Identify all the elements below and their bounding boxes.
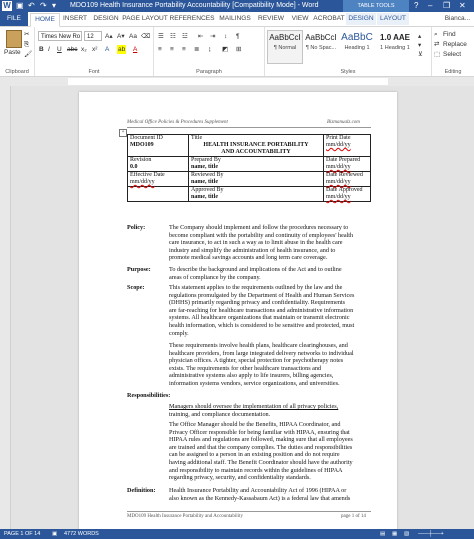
- user-account[interactable]: Bianca...: [444, 15, 470, 22]
- zoom-slider[interactable]: –──┼──+: [418, 531, 444, 537]
- ribbon: [0, 27, 474, 77]
- page-footer-left: MDO109 Health Insurance Portability and Accountability: [127, 514, 243, 519]
- scope2-line: information systems vendors, service organizations, and universities.: [169, 379, 340, 387]
- cut-icon[interactable]: ✂: [24, 31, 30, 38]
- style-normal-name: ¶ Normal: [273, 45, 297, 51]
- style-numbered-heading-name: 1 Heading 1: [380, 45, 410, 51]
- date-approved-value: mm/dd/yy: [326, 194, 351, 200]
- tab-table-design[interactable]: DESIGN: [346, 13, 376, 25]
- tab-design[interactable]: DESIGN: [93, 15, 119, 22]
- bullets-icon[interactable]: ☰: [158, 33, 164, 40]
- document-page[interactable]: [79, 92, 397, 529]
- ruler-text-area: [68, 78, 388, 85]
- scope2-line: physician offices. A tighter, special protection for psychotherapy notes: [169, 357, 344, 365]
- date-prepared-label: Date Prepared: [326, 157, 361, 163]
- group-label-editing: Editing: [444, 69, 462, 75]
- print-date-value: mm/dd/yy: [326, 142, 351, 148]
- save-icon[interactable]: ▣: [16, 1, 24, 10]
- italic-button[interactable]: I: [48, 46, 50, 53]
- resp2-line: and responsibility to maintain records within the guidelines of HIPAA: [169, 466, 343, 474]
- resp2-line: The Office Manager should be the Benefits, HIPAA Coordinator, and: [169, 421, 341, 428]
- font-color-button[interactable]: A: [133, 46, 138, 53]
- date-reviewed-label: Date Reviewed: [326, 172, 363, 178]
- prepared-by-value: name, title: [191, 164, 218, 170]
- policy-line: become compliant with the portability and continuity of employees' health: [169, 231, 354, 239]
- decrease-indent-icon[interactable]: ⇤: [198, 33, 204, 40]
- replace-button[interactable]: Replace: [443, 41, 467, 48]
- style-normal[interactable]: [267, 30, 303, 64]
- purpose-label: Purpose:: [127, 266, 151, 273]
- status-bar: [0, 529, 474, 539]
- help-icon[interactable]: ?: [414, 1, 419, 10]
- group-label-styles: Styles: [340, 69, 356, 75]
- cell-title[interactable]: [189, 135, 324, 157]
- tab-insert[interactable]: INSERT: [62, 15, 88, 22]
- cell-approved-by[interactable]: [189, 187, 324, 202]
- cell-reviewed-by[interactable]: [189, 172, 324, 187]
- title-label: Title: [191, 135, 203, 141]
- scope-text[interactable]: [169, 284, 374, 337]
- group-label-clipboard: Clipboard: [5, 69, 29, 75]
- ruler-corner: [0, 77, 12, 86]
- policy-line: The Company should implement and follow the procedures necessary to: [169, 224, 349, 231]
- minimize-icon[interactable]: –: [428, 1, 433, 10]
- superscript-button[interactable]: x²: [92, 46, 98, 53]
- prepared-by-label: Prepared By: [191, 157, 221, 163]
- resp2-line: regarding privacy, security, and confidentiality standards.: [169, 474, 311, 482]
- table-move-handle-icon[interactable]: +: [119, 129, 127, 137]
- style-heading-1-sample: AaBbC: [341, 32, 373, 43]
- resp2-line: having additional staff. The Benefit Coordinator should have the authority: [169, 458, 353, 466]
- style-heading-1-name: Heading 1: [344, 45, 370, 51]
- resp2-line: are trained and that the company complies. The duties and responsibilities: [169, 443, 353, 451]
- numbering-icon[interactable]: ☷: [170, 33, 176, 40]
- web-layout-icon[interactable]: ▧: [404, 531, 410, 537]
- policy-line: promote medical savings accounts and long term care coverage.: [169, 254, 328, 262]
- paste-button[interactable]: Paste: [4, 49, 21, 56]
- editing-group: [432, 27, 474, 76]
- title-line-1: HEALTH INSURANCE PORTABILITY: [203, 142, 309, 148]
- styles-group: [265, 27, 432, 76]
- responsibilities-label: Responsibilities:: [127, 392, 171, 399]
- cell-revision[interactable]: [128, 157, 189, 172]
- document-control-table[interactable]: [127, 134, 371, 202]
- page-count[interactable]: PAGE 1 OF 14: [4, 531, 41, 537]
- highlight-icon[interactable]: ab: [118, 46, 126, 53]
- strikethrough-button[interactable]: abc: [67, 46, 78, 53]
- doc-id-label: Document ID: [130, 135, 163, 141]
- font-size-box[interactable]: 12: [84, 31, 102, 41]
- cell-effective-date[interactable]: [128, 172, 189, 187]
- replace-icon[interactable]: ⇄: [434, 41, 440, 48]
- header-rule: [127, 127, 371, 128]
- close-icon[interactable]: ✕: [459, 1, 466, 10]
- scope2-line: administrative systems also apply to life insurers, billing agencies,: [169, 372, 334, 380]
- increase-indent-icon[interactable]: ⇥: [210, 33, 216, 40]
- cell-date-approved[interactable]: [324, 187, 371, 202]
- resp1-line: training, and compliance documentation.: [169, 410, 271, 418]
- shading-icon[interactable]: ◩: [222, 46, 229, 53]
- align-right-icon[interactable]: ≡: [182, 46, 186, 53]
- tab-file[interactable]: FILE: [0, 12, 28, 26]
- find-button[interactable]: Find: [443, 31, 456, 38]
- read-mode-icon[interactable]: ▤: [380, 531, 386, 537]
- multilevel-list-icon[interactable]: ☳: [182, 33, 188, 40]
- page-header-left: Medical Office Policies & Procedures Supplement: [127, 120, 228, 125]
- format-painter-icon[interactable]: 🖌: [24, 51, 33, 58]
- line-spacing-icon[interactable]: ↨: [208, 46, 212, 53]
- policy-text[interactable]: [169, 224, 374, 262]
- revision-value: 0.0: [130, 164, 138, 170]
- def-line: Health Insurance Portability and Accountability Act of 1996 (HIPAA or: [169, 487, 347, 494]
- print-date-label: Print Date: [326, 135, 351, 141]
- group-label-font: Font: [88, 69, 100, 75]
- scope2-line: exists. The requirements for other healthcare transactions and: [169, 364, 322, 372]
- tab-view[interactable]: VIEW: [291, 15, 309, 22]
- print-layout-icon[interactable]: ▦: [392, 531, 398, 537]
- effective-date-label: Effective Date: [130, 172, 165, 178]
- clear-format-icon[interactable]: ⌫: [141, 33, 151, 40]
- title-bar: [0, 0, 474, 12]
- scope-line: comply.: [169, 329, 189, 337]
- definition-label: Definition:: [127, 487, 156, 494]
- show-marks-icon[interactable]: ¶: [236, 33, 240, 40]
- styles-more-icon[interactable]: ⊻: [418, 51, 423, 58]
- scope2-line: healthcare providers, from large integrated delivery networks to individual: [169, 349, 354, 357]
- copy-icon[interactable]: ⎘: [24, 41, 30, 48]
- tab-review[interactable]: REVIEW: [257, 15, 284, 22]
- font-group: [35, 27, 154, 76]
- policy-line: care insurance, to act in such a way as to limit abuse in the health care: [169, 239, 343, 247]
- borders-icon[interactable]: ⊞: [236, 46, 242, 53]
- scope-line: health information, which is considered to be sensitive and protected, must: [169, 321, 355, 329]
- proofing-icon[interactable]: ▣: [52, 531, 58, 537]
- purpose-line: To describe the background and implications of the Act and to outline: [169, 266, 342, 273]
- title-line-2: AND ACCOUNTABILITY: [221, 149, 291, 155]
- scope-line: are far-reaching for healthcare transactions and administrative information: [169, 306, 354, 314]
- responsibilities-text-2[interactable]: [169, 421, 374, 482]
- effective-date-value: mm/dd/yy: [130, 179, 155, 185]
- cell-print-date[interactable]: [324, 135, 371, 157]
- tab-home[interactable]: HOME: [30, 13, 60, 27]
- paste-icon[interactable]: [6, 30, 22, 48]
- justify-icon[interactable]: ≣: [194, 46, 200, 53]
- align-center-icon[interactable]: ≡: [170, 46, 174, 53]
- style-no-spacing-sample: AaBbCcI: [305, 33, 337, 42]
- cell-document-id[interactable]: [128, 135, 189, 157]
- change-case-button[interactable]: Aa: [129, 33, 137, 40]
- scope-line: regulations promulgated by the Department of Health and Human Services: [169, 291, 355, 299]
- tab-references[interactable]: REFERENCES: [169, 15, 215, 22]
- page-header-right: Bizmanualz.com: [327, 120, 360, 125]
- styles-scroll-up-icon[interactable]: ▴: [418, 33, 422, 40]
- group-label-paragraph: Paragraph: [196, 69, 222, 75]
- resp1-line: Managers should oversee the implementation of all privacy policies,: [169, 403, 339, 410]
- redo-icon[interactable]: ↷: [40, 1, 47, 10]
- scope-line: systems. All healthcare organizations that maintain or transmit electronic: [169, 314, 350, 322]
- font-name-box[interactable]: Times New Ro: [38, 31, 82, 41]
- cell-date-reviewed[interactable]: [324, 172, 371, 187]
- purpose-line: areas of compliance by the company.: [169, 273, 261, 281]
- scope2-line: These requirements involve health plans, healthcare clearinghouses, and: [169, 342, 348, 349]
- subscript-button[interactable]: x₂: [81, 46, 87, 53]
- footer-rule: [127, 511, 371, 512]
- find-icon[interactable]: ⌕: [434, 31, 438, 38]
- cell-empty[interactable]: [128, 187, 189, 202]
- reviewed-by-label: Reviewed By: [191, 172, 224, 178]
- ribbon-tabs: [0, 12, 474, 27]
- doc-id-value: MDO109: [130, 142, 154, 148]
- date-reviewed-value: mm/dd/yy: [326, 179, 351, 185]
- underline-button[interactable]: U: [57, 46, 62, 53]
- resp2-line: Privacy Officer responsible for being familiar with HIPAA, ensuring that: [169, 428, 350, 436]
- policy-label: Policy:: [127, 224, 146, 231]
- cell-prepared-by[interactable]: [189, 157, 324, 172]
- undo-icon[interactable]: ↶: [28, 1, 35, 10]
- cell-date-prepared[interactable]: [324, 157, 371, 172]
- definition-text[interactable]: [169, 487, 374, 502]
- style-no-spacing[interactable]: [303, 30, 339, 64]
- reviewed-by-value: name, title: [191, 179, 218, 185]
- grow-font-icon[interactable]: A▴: [105, 33, 113, 40]
- document-canvas[interactable]: [11, 86, 474, 529]
- style-heading-1[interactable]: [339, 30, 375, 64]
- tab-acrobat[interactable]: ACROBAT: [313, 15, 345, 22]
- approved-by-value: name, title: [191, 194, 218, 200]
- scope-line: This statement applies to the requirements outlined by the law and the: [169, 284, 343, 291]
- word-app-icon: W: [3, 1, 11, 10]
- def-line: also known as the Kennedy-Kassabaum Act) is a federal law that amends: [169, 494, 351, 502]
- align-left-icon[interactable]: ≡: [158, 46, 162, 53]
- vertical-ruler[interactable]: [0, 86, 11, 529]
- date-approved-label: Date Approved: [326, 187, 363, 193]
- style-numbered-heading-sample: 1.0 AAE: [380, 33, 410, 42]
- select-button[interactable]: Select: [443, 51, 462, 58]
- approved-by-label: Approved By: [191, 187, 224, 193]
- resp2-line: HIPAA rules and regulations are followed, making sure that all employees: [169, 436, 353, 444]
- style-normal-sample: AaBbCcI: [269, 33, 301, 42]
- table-tools-context: TABLE TOOLS: [343, 0, 409, 12]
- paragraph-group: [154, 27, 265, 76]
- window-title: MDO109 Health Insurance Portability Accountability [Compatibility Mode] - Word: [70, 2, 319, 9]
- tab-table-layout[interactable]: LAYOUT: [377, 13, 409, 25]
- style-no-spacing-name: ¶ No Spac...: [305, 45, 337, 51]
- styles-scroll-down-icon[interactable]: ▾: [418, 42, 422, 49]
- policy-line: industry and simplify the administration of health insurance, and to: [169, 246, 336, 254]
- restore-icon[interactable]: ❐: [443, 1, 451, 10]
- resp2-line: can be assigned to a person in an existing position and do not require: [169, 451, 340, 459]
- page-footer-right: page 1 of 14: [341, 514, 366, 519]
- shrink-font-icon[interactable]: A▾: [117, 33, 125, 40]
- text-effects-button[interactable]: A: [105, 46, 110, 53]
- purpose-text[interactable]: [169, 266, 374, 281]
- sort-icon[interactable]: ↕: [224, 33, 228, 40]
- responsibilities-text-1[interactable]: [169, 403, 374, 418]
- select-icon[interactable]: ⬚: [434, 51, 441, 58]
- revision-label: Revision: [130, 157, 152, 163]
- bold-button[interactable]: B: [39, 46, 44, 53]
- style-numbered-heading[interactable]: [375, 30, 415, 64]
- scope-line: (DHHS) primarily regarding privacy and confidentiality. Requirements: [169, 299, 346, 307]
- word-count[interactable]: 4772 WORDS: [64, 531, 99, 537]
- scope-label: Scope:: [127, 284, 145, 291]
- date-prepared-value: mm/dd/yy: [326, 164, 351, 170]
- clipboard-group: [0, 27, 35, 76]
- scope-text-2[interactable]: [169, 342, 374, 388]
- customize-qat-icon[interactable]: ▾: [52, 1, 57, 10]
- tab-mailings[interactable]: MAILINGS: [219, 15, 251, 22]
- tab-page-layout[interactable]: PAGE LAYOUT: [122, 15, 168, 22]
